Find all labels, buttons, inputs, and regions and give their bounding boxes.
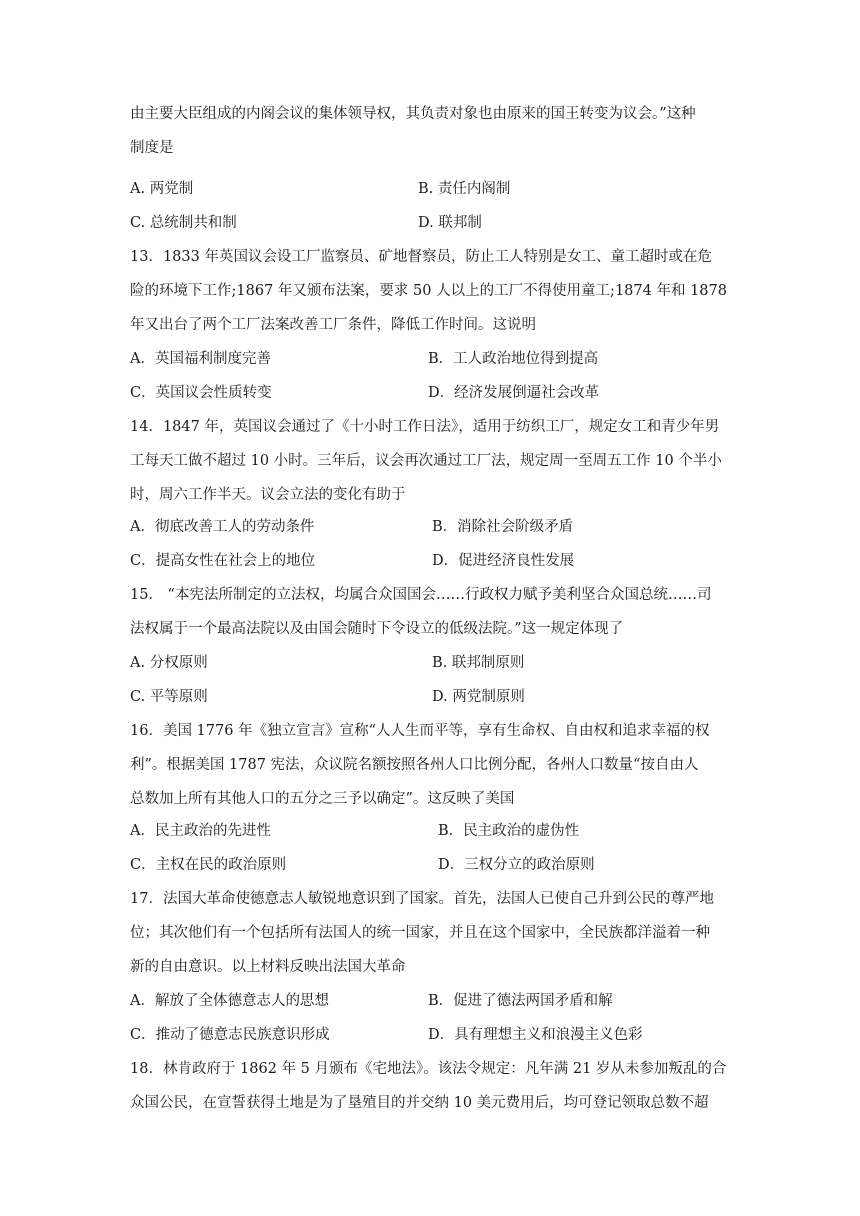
q12-option-a: A. 两党制 [130, 181, 194, 197]
q14-stem-line-3: 时，周六工作半天。议会立法的变化有助于 [130, 487, 406, 503]
q16-option-b: B．民主政治的虚伪性 [438, 823, 580, 839]
q15-option-c: C. 平等原则 [130, 689, 208, 705]
q13-option-d: D．经济发展倒逼社会改革 [428, 385, 600, 401]
q12-option-c: C. 总统制共和制 [130, 215, 237, 231]
q14-option-a: A．彻底改善工人的劳动条件 [130, 519, 315, 535]
q17-option-d: D．具有理想主义和浪漫主义色彩 [428, 1027, 643, 1043]
q14-option-b: B．消除社会阶级矛盾 [432, 519, 574, 535]
q17-option-a: A．解放了全体德意志人的思想 [130, 993, 329, 1009]
q15-stem-line-2: 法权属于一个最高法院以及由国会随时下令设立的低级法院。”这一规定体现了 [130, 621, 624, 637]
q15-option-a: A. 分权原则 [130, 655, 208, 671]
q16-option-c: C．主权在民的政治原则 [130, 857, 287, 873]
q17-option-c: C．推动了德意志民族意识形成 [130, 1027, 330, 1043]
q17-stem-line-2: 位；其次他们有一个包括所有法国人的统一国家，并且在这个国家中，全民族都洋溢着一种 [130, 925, 710, 941]
q13-stem-line-3: 年又出台了两个工厂法案改善工厂条件，降低工作时间。这说明 [130, 317, 536, 333]
q18-stem-line-1: 18．林肯政府于 1862 年 5 月颁布《宅地法》。该法令规定：凡年满 21 岁从未参加叛乱的合 [130, 1061, 727, 1077]
q13-option-a: A．英国福利制度完善 [130, 351, 271, 367]
q13-stem-line-1: 13．1833 年英国议会设工厂监察员、矿地督察员，防止工人特别是女工、童工超时或在危 [130, 249, 712, 265]
q14-stem-line-2: 工每天工做不超过 10 小时。三年后，议会再次通过工厂法，规定周一至周五工作 10 个半小 [130, 453, 722, 469]
q16-stem-line-1: 16．美国 1776 年《独立宣言》宣称“人人生而平等，享有生命权、自由权和追求幸福的权 [130, 723, 710, 739]
q12-stem-line-2: 制度是 [130, 140, 174, 156]
q18-stem-line-2: 众国公民，在宣誓获得土地是为了垦殖目的并交纳 10 美元费用后，均可登记领取总数不超 [130, 1095, 709, 1111]
q15-option-b: B. 联邦制原则 [432, 655, 525, 671]
q16-option-a: A．民主政治的先进性 [130, 823, 271, 839]
q13-option-c: C．英国议会性质转变 [130, 385, 272, 401]
q14-stem-line-1: 14．1847 年，英国议会通过了《十小时工作日法》，适用于纺织工厂，规定女工和青少年男 [130, 419, 720, 435]
q16-stem-line-2: 利”。根据美国 1787 宪法，众议院名额按照各州人口比例分配，各州人口数量“按自由人 [130, 757, 699, 773]
q13-option-b: B．工人政治地位得到提高 [428, 351, 599, 367]
q17-stem-line-1: 17．法国大革命使德意志人敏锐地意识到了国家。首先，法国人已使自己升到公民的尊严地 [130, 891, 714, 907]
q15-stem-line-1: 15． “本宪法所制定的立法权，均属合众国国会……行政权力赋予美利坚合众国总统……司 [130, 587, 712, 603]
q12-option-b: B. 责任内阁制 [418, 181, 511, 197]
q15-option-d: D. 两党制原则 [432, 689, 525, 705]
q13-stem-line-2: 险的环境下工作;1867 年又颁布法案，要求 50 人以上的工厂不得使用童工;1874 年和 1878 [130, 283, 727, 299]
q14-option-c: C．提高女性在社会上的地位 [130, 553, 316, 569]
q17-option-b: B．促进了德法两国矛盾和解 [428, 993, 613, 1009]
q12-option-d: D. 联邦制 [418, 215, 482, 231]
q16-stem-line-3: 总数加上所有其他人口的五分之三予以确定”。这反映了美国 [130, 791, 515, 807]
q17-stem-line-3: 新的自由意识。以上材料反映出法国大革命 [130, 959, 406, 975]
q12-stem-line-1: 由主要大臣组成的内阁会议的集体领导权，其负责对象也由原来的国王转变为议会。”这种 [130, 106, 696, 122]
q14-option-d: D．促进经济良性发展 [432, 553, 575, 569]
q16-option-d: D．三权分立的政治原则 [438, 857, 595, 873]
